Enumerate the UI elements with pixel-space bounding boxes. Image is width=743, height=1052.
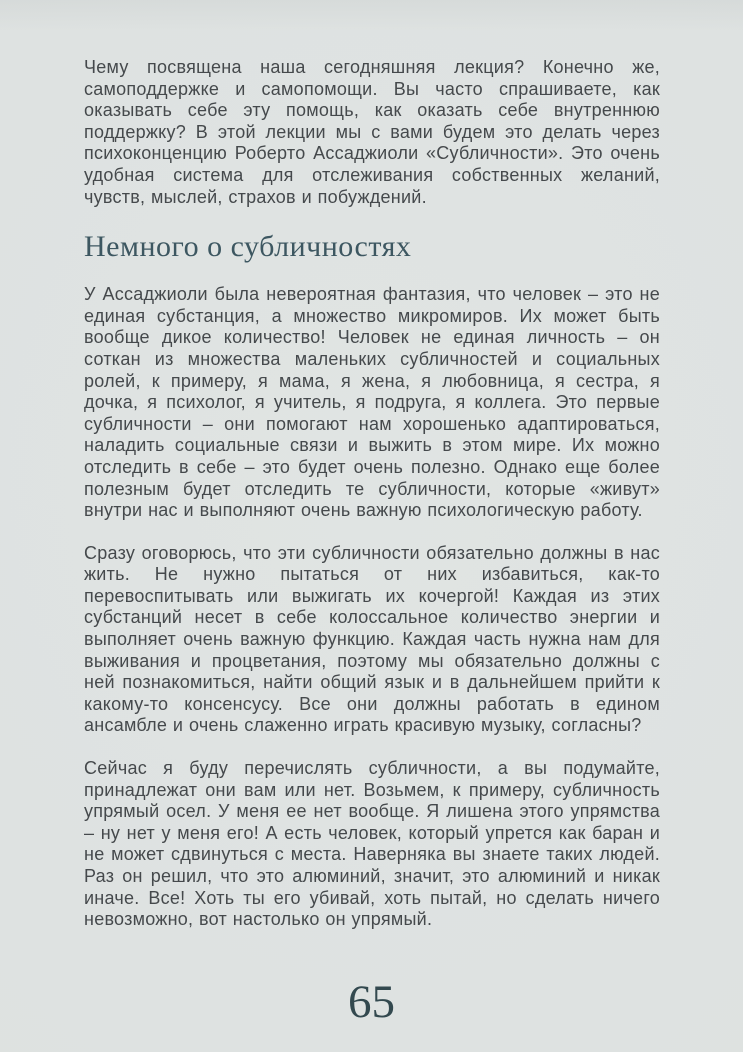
intro-paragraph: Чему посвящена наша сегодняшняя лекция? Конечно же, самоподдержке и самопомощи. Вы часто спрашиваете, как оказывать себе эту помощь, как оказать себе внутреннюю поддержку? В этой лекции мы с вами будем это делать через психоконценцию Роберто Ассаджиоли «Субличности». Это очень удобная система для отслеживания собственных желаний, чувств, мыслей, страхов и побуждений. [84,57,660,207]
body-paragraph-3: Сейчас я буду перечислять субличности, а вы подумайте, принадлежат они вам или нет. Возьмем, к примеру, субличность упрямый осел. У меня ее нет вообще. Я лишена этого упрямства – ну нет у меня его! А есть человек, который упрется как баран и не может сдвинуться с места. Наверняка вы знаете таких людей. Раз он решил, что это алюминий, значит, это алюминий и никак иначе. Все! Хоть ты его убивай, хоть пытай, но сделать ничего невозможно, вот настолько он упрямый. [84,758,660,930]
page-number: 65 [348,976,395,1028]
body-paragraph-2: Сразу оговорюсь, что эти субличности обязательно должны в нас жить. Не нужно пытаться от них избавиться, как-то перевоспитывать или выжигать их кочергой! Каждая из этих субстанций несет в себе колоссальное количество энергии и выполняет очень важную функцию. Каждая часть нужна нам для выживания и процветания, поэтому мы обязательно должны с ней познакомиться, найти общий язык и в дальнейшем прийти к какому-то консенсусу. Все они должны работать в едином ансамбле и очень слаженно играть красивую музыку, согласны? [84,542,660,736]
section-heading: Немного о субличностях [84,230,412,264]
page-footer [0,976,743,1028]
body-paragraph-1: У Ассаджиоли была невероятная фантазия, что человек – это не единая субстанция, а множество микромиров. Их может быть вообще дикое количество! Человек не единая личность – он соткан из множества маленьких субличностей и социальных ролей, к примеру, я мама, я жена, я любовница, я сестра, я дочка, я психолог, я учитель, я подруга, я коллега. Это первые субличности – они помогают нам хорошенько адаптироваться, наладить социальные связи и выжить в этом мире. Их можно отследить в себе – это будет очень полезно. Однако еще более полезным будет отследить те субличности, которые «живут» внутри нас и выполняют очень важную психологическую работу. [84,284,660,521]
